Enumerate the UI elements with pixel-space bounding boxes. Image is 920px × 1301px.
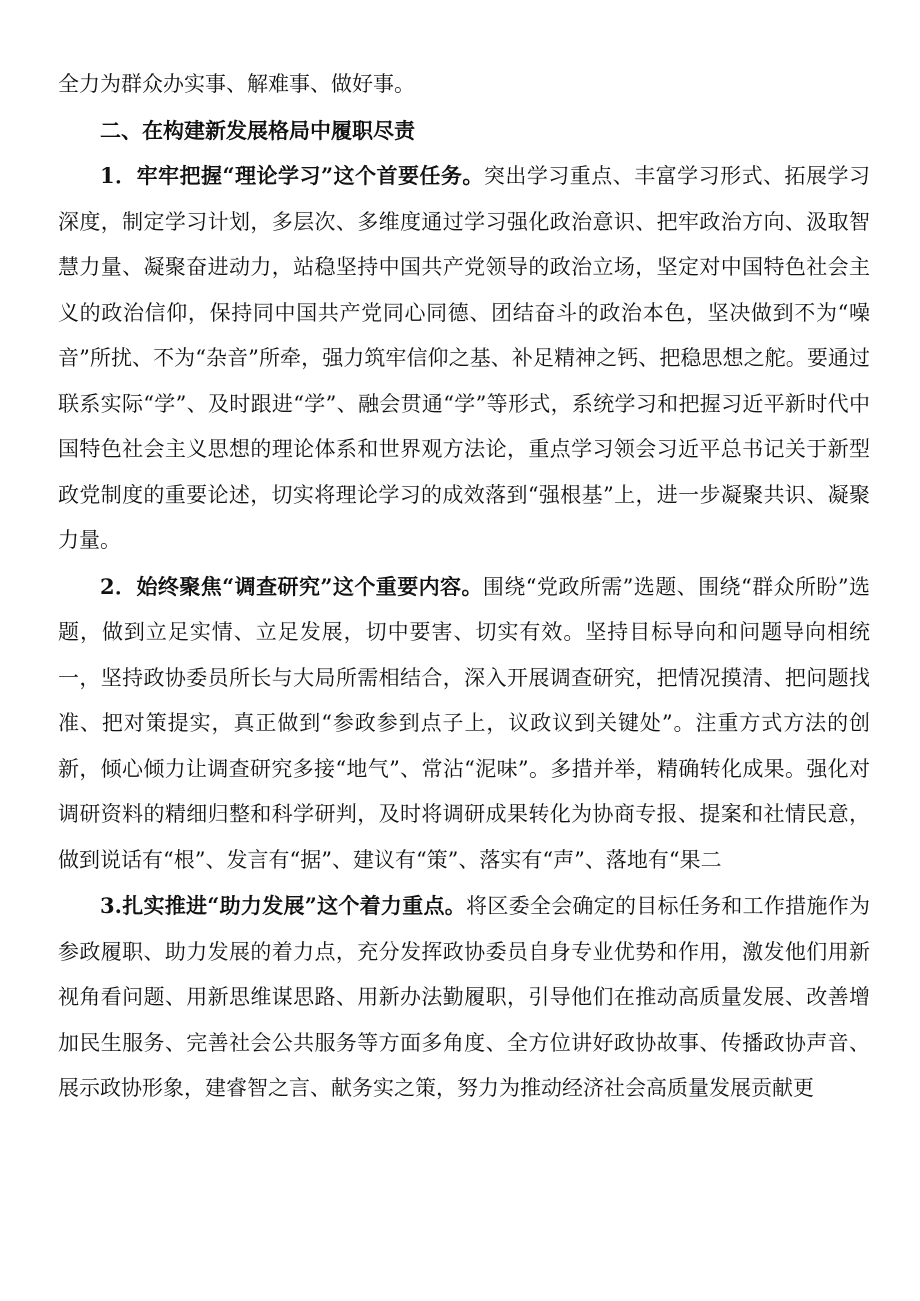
item-3-lead: 3.扎实推进“助力发展”这个着力重点。 [100,893,467,918]
paragraph-item-3 [58,883,870,1112]
paragraph-continuation: 全力为群众办实事、解难事、做好事。 [58,72,415,96]
item-1-lead: 1．牢牢把握“理论学习”这个首要任务。 [100,163,484,188]
item-3-body: 将区委全会确定的目标任务和工作措施作为参政履职、助力发展的着力点，充分发挥政协委员自身专业优势和作用，激发他们用新视角看问题、用新思维谋思路、用新办法勤履职，引导他们在推动高质量发展、改善增加民生服务、完善社会公共服务等方面多角度、全方位讲好政协故事、传播政协声音、展示政协形象，建睿智之言、献务实之策，努力为推动经济社会高质量发展贡献更 [58,894,870,1100]
section-heading: 二、在构建新发展格局中履职尽责 [100,117,415,143]
item-2-lead: 2．始终聚焦“调查研究”这个重要内容。 [100,573,483,599]
item-1-body: 突出学习重点、丰富学习形式、拓展学习深度，制定学习计划，多层次、多维度通过学习强化政治意识、把牢政治方向、汲取智慧力量、凝聚奋进动力，站稳坚持中国共产党领导的政治立场，坚定对中国特色社会主义的政治信仰，保持同中国共产党同心同德、团结奋斗的政治本色，坚决做到不为“噪音”所扰、不为“杂音”所牵，强力筑牢信仰之基、补足精神之钙、把稳思想之舵。要通过联系实际“学”、及时跟进“学”、融会贯通“学”等形式，系统学习和把握习近平新时代中国特色社会主义思想的理论体系和世界观方法论，重点学习领会习近平总书记关于新型政党制度的重要论述，切实将理论学习的成效落到“强根基”上，进一步凝聚共识、凝聚力量。 [58,164,870,552]
paragraph-item-1 [58,153,870,564]
paragraph-item-2 [58,564,870,884]
item-2-body: 围绕“党政所需”选题、围绕“群众所盼”选题，做到立足实情、立足发展，切中要害、切实有效。坚持目标导向和问题导向相统一，坚持政协委员所长与大局所需相结合，深入开展调查研究，把情况摸清、把问题找准、把对策提实，真正做到“参政参到点子上，议政议到关键处”。注重方式方法的创新，倾心倾力让调查研究多接“地气”、常沾“泥味”。多措并举，精确转化成果。强化对调研资料的精细归整和科学研判，及时将调研成果转化为协商专报、提案和社情民意，做到说话有“根”、发言有“据”、建议有“策”、落实有“声”、落地有“果二 [58,574,870,872]
document-page [58,62,870,1112]
